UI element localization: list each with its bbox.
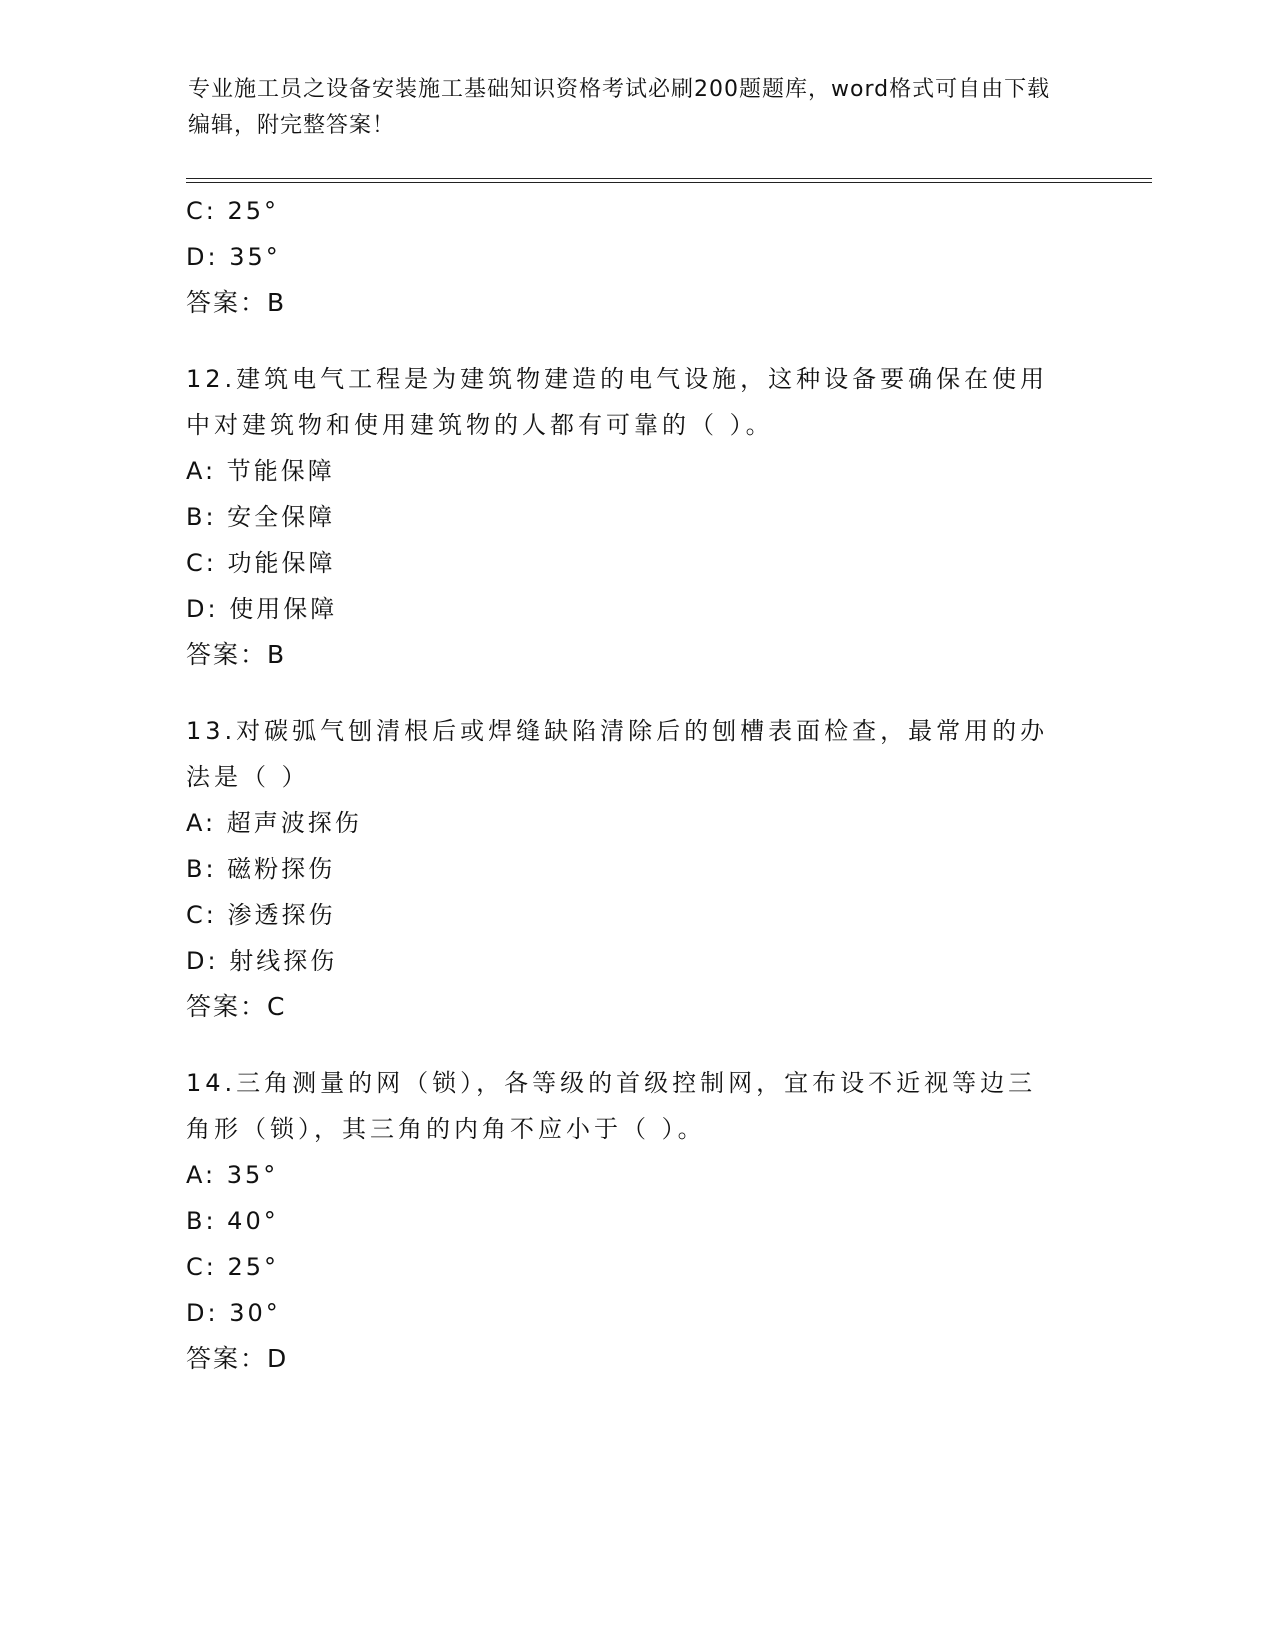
stem-line: 中对建筑物和使用建筑物的人都有可靠的（ ）。 [186,411,774,439]
answer-line: 答案：B [186,288,287,317]
option-c: C: 渗透探伤 [186,901,336,929]
question-12 [186,356,1086,678]
header-divider-bottom [186,182,1152,183]
option-b: B: 安全保障 [186,503,336,531]
stem-line: 12.建筑电气工程是为建筑物建造的电气设施，这种设备要确保在使用 [186,365,1049,393]
stem-line: 13.对碳弧气刨清根后或焊缝缺陷清除后的刨槽表面检查，最常用的办 [186,717,1049,745]
document-body [186,188,1086,1382]
option-a: A: 节能保障 [186,457,335,485]
answer-line: 答案：C [186,992,287,1021]
option-c: C: 功能保障 [186,549,336,577]
option-c: C: 25° [186,1253,280,1281]
stem-line: 法是（ ） [186,763,310,791]
header-title: 专业施工员之设备安装施工基础知识资格考试必刷200题题库，word格式可自由下载编辑，附完整答案！ [188,77,1051,138]
question-14 [186,1060,1086,1382]
document-header [188,72,1068,144]
header-divider-top [186,178,1152,179]
option-a: A: 超声波探伤 [186,809,362,837]
question-stem [186,708,1086,800]
stem-line: 角形（锁），其三角的内角不应小于（ ）。 [186,1115,706,1143]
question-stem [186,356,1086,448]
answer-line: 答案：D [186,1344,289,1373]
option-d: D: 射线探伤 [186,947,338,975]
question-13 [186,708,1086,1030]
question-11-continued [186,188,1086,326]
option-c: C: 25° [186,197,280,225]
answer-line: 答案：B [186,640,287,669]
option-d: D: 35° [186,243,281,271]
stem-line: 14.三角测量的网（锁），各等级的首级控制网，宜布设不近视等边三 [186,1069,1037,1097]
option-b: B: 40° [186,1207,279,1235]
option-d: D: 30° [186,1299,281,1327]
option-a: A: 35° [186,1161,279,1189]
option-d: D: 使用保障 [186,595,338,623]
question-stem [186,1060,1086,1152]
option-b: B: 磁粉探伤 [186,855,336,883]
